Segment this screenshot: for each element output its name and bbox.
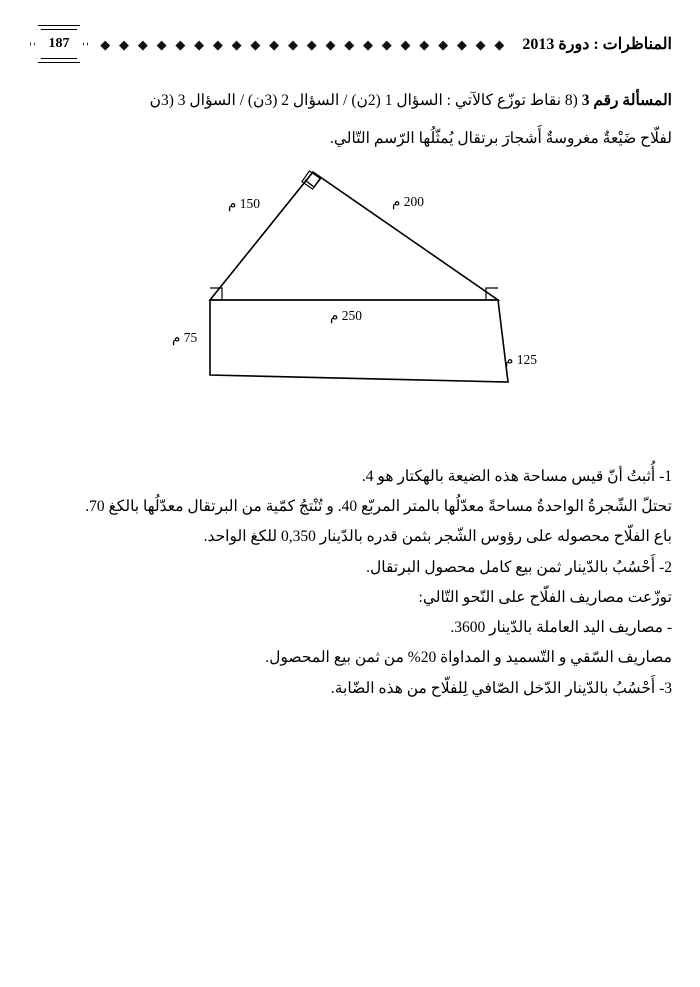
diamond-icon: ◆ <box>269 37 280 51</box>
page-number: 187 <box>48 36 70 51</box>
diamond-divider <box>94 38 512 51</box>
question-line: باع الفلّاح محصوله على رؤوس الشّجر بثمن قدره بالدّينار 0,350 للكغ الواحد. <box>203 528 672 546</box>
farm-plot-figure <box>0 160 700 450</box>
diamond-icon: ◆ <box>306 37 317 51</box>
question-line: 1- أُثبتُ أنّ قيس مساحة هذه الضيعة بالهكتار هو 4. <box>361 468 672 485</box>
diamond-icon: ◆ <box>325 37 336 51</box>
question-line: تحتلّ الشّجرةُ الواحدةُ مساحةً معدّلُها بالمتر المربّع 40. و تُنْتجُ كمّية من البرتقال معدّلُها بالكغ 70. <box>85 498 672 516</box>
diamond-icon: ◆ <box>137 37 148 51</box>
label-side-250: 250 م <box>330 308 362 323</box>
label-side-200: 200 م <box>392 194 424 209</box>
diamond-icon: ◆ <box>456 37 467 51</box>
diamond-icon: ◆ <box>419 37 430 51</box>
diamond-icon: ◆ <box>156 37 167 51</box>
triangle-shape <box>210 172 498 300</box>
header-title: المناظرات : دورة 2013 <box>522 36 672 53</box>
label-side-150: 150 م <box>228 196 260 211</box>
diamond-icon: ◆ <box>212 37 223 51</box>
diamond-icon: ◆ <box>400 37 411 51</box>
diamond-icon: ◆ <box>438 37 449 51</box>
diamond-icon: ◆ <box>381 37 392 51</box>
question-line: توزّعت مصاريف الفلّاح على النّحو التّالي: <box>418 588 672 606</box>
diamond-icon: ◆ <box>119 37 130 51</box>
diamond-icon: ◆ <box>194 37 205 51</box>
page-header <box>30 24 672 64</box>
diamond-icon: ◆ <box>175 37 186 51</box>
diamond-icon: ◆ <box>363 37 373 51</box>
diamond-icon: ◆ <box>231 37 242 51</box>
diamond-icon: ◆ <box>344 37 355 51</box>
diamond-icon: ◆ <box>494 37 505 51</box>
question-line: - مصاريف اليد العاملة بالدّينار 3600. <box>450 619 672 637</box>
problem-heading <box>30 88 672 114</box>
diamond-icon: ◆ <box>250 37 261 51</box>
questions-block <box>30 462 672 704</box>
question-line: 2- أَحْسُبُ بالدّينار ثمن بيع كامل محصول البرتقال. <box>366 558 672 576</box>
diamond-icon: ◆ <box>100 37 111 51</box>
problem-heading-label: المسألة رقم 3 <box>581 92 672 109</box>
diamond-icon: ◆ <box>475 37 486 51</box>
page-number-badge <box>30 25 88 63</box>
label-side-125: 125 م <box>505 352 537 367</box>
question-line: مصاريف السّقي و التّسميد و المداواة 20% من ثمن بيع المحصول. <box>265 649 672 667</box>
problem-intro: لفلّاح ضَيْعةٌ مغروسةٌ أَشجارَ برتقال يُمثّلُها الرّسم التّالي. <box>330 130 672 147</box>
question-line: 3- أَحْسُبُ بالدّينار الدّخل الصّافي لِلفلّاح من هذه الضّابة. <box>330 679 672 697</box>
problem-heading-points: (8 نقاط توزّع كالآتي : السؤال 1 (2ن) / السؤال 2 (3ن) / السؤال 3 (3ن <box>149 92 578 109</box>
label-side-75: 75 م <box>172 330 198 345</box>
figure-svg <box>0 160 700 450</box>
diamond-icon: ◆ <box>287 37 298 51</box>
